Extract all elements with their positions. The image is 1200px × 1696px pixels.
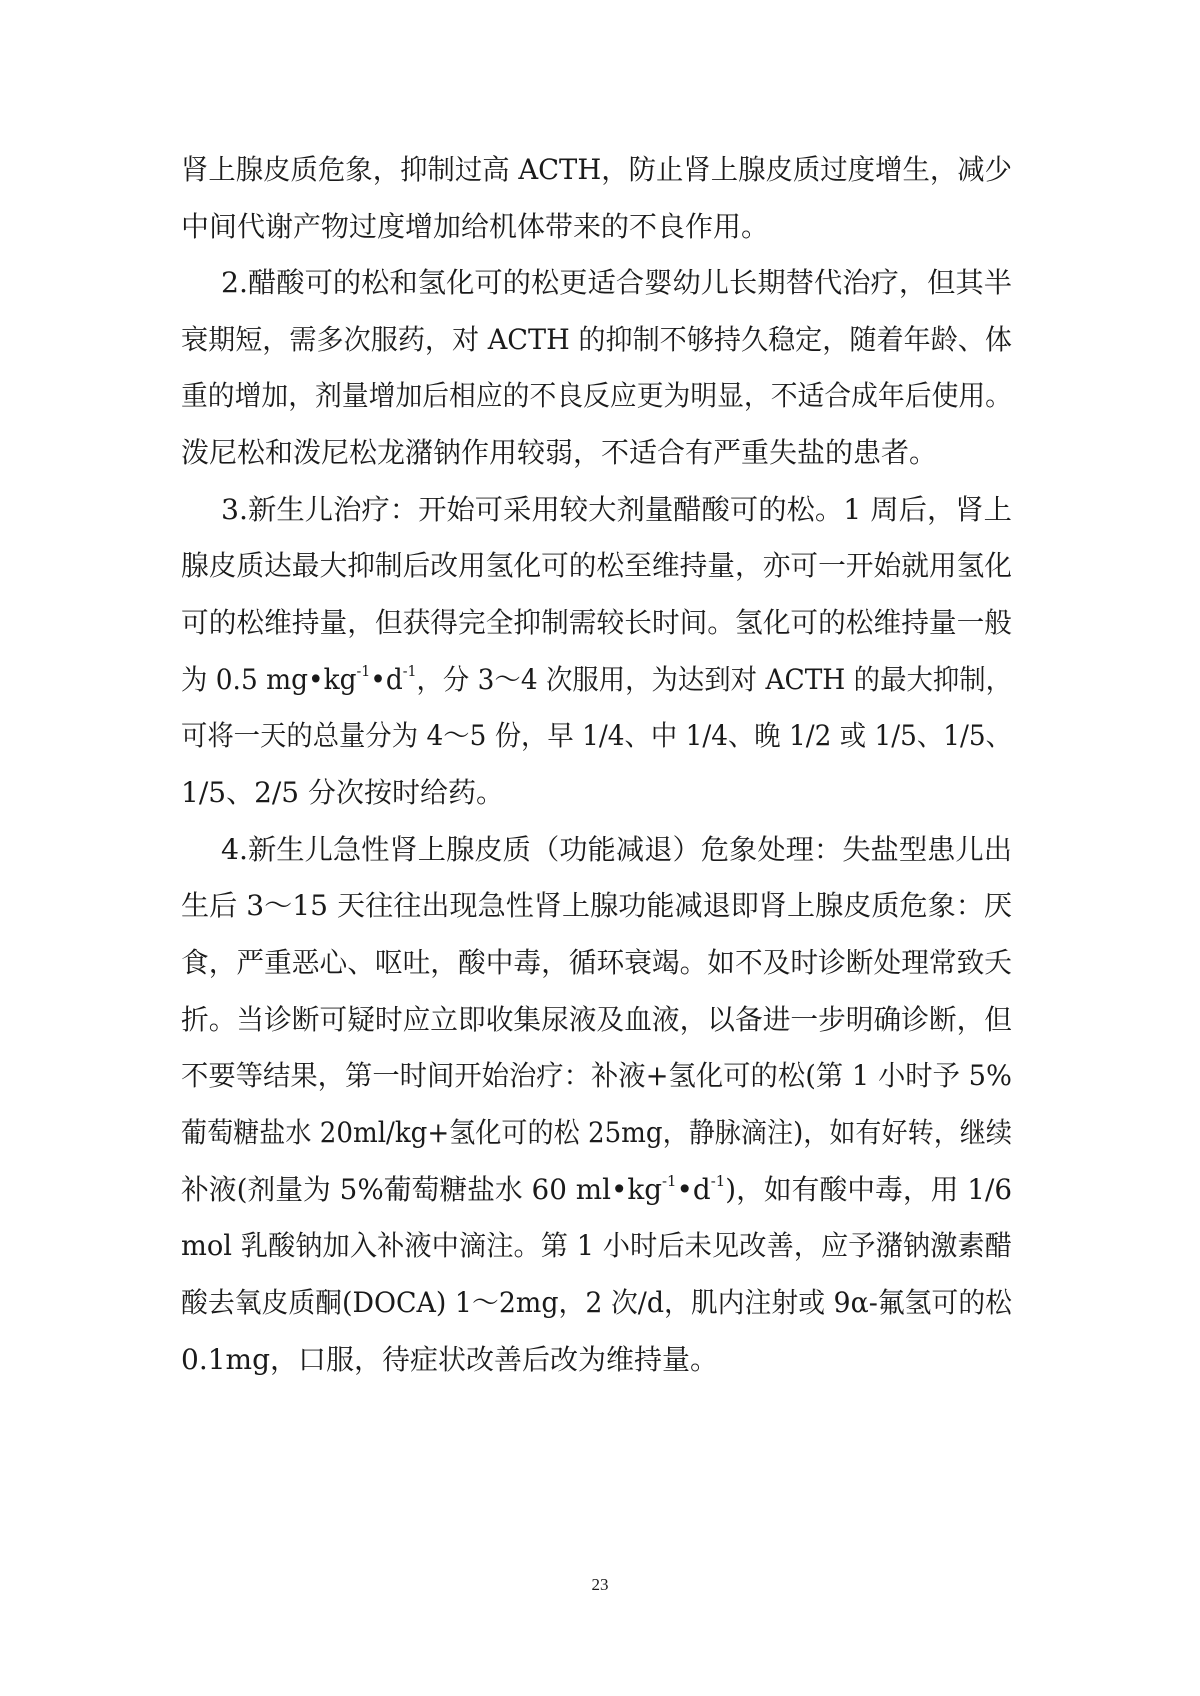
text-line: [181, 1273, 1200, 1333]
line-text: 食，严重恶心、呕吐，酸中毒，循环衰竭。如不及时诊断处理常致夭: [181, 946, 1012, 979]
line-text: mol 乳酸钠加入补液中滴注。第 1 小时后未见改善，应予潴钠激素醋: [181, 1229, 1012, 1262]
superscript: -1: [402, 662, 417, 680]
line-text: 4.新生儿急性肾上腺皮质（功能减退）危象处理：失盐型患儿出: [221, 833, 1012, 866]
text-line: [221, 820, 1200, 880]
text-line: [221, 253, 1200, 313]
line-text: 葡萄糖盐水 20ml/kg+氢化可的松 25mg，静脉滴注)，如有好转，继续: [181, 1116, 1012, 1149]
text-line: [181, 536, 1200, 596]
text-line: [181, 1216, 1200, 1276]
text-line: [181, 876, 1200, 936]
line-text: 生后 3～15 天往往出现急性肾上腺功能减退即肾上腺皮质危象：厌: [181, 889, 1012, 922]
line-text: 不要等结果，第一时间开始治疗：补液+氢化可的松(第 1 小时予 5%: [181, 1059, 1012, 1092]
text-line: [181, 650, 1200, 710]
text-line: [181, 933, 1200, 993]
text-line: [221, 480, 1200, 540]
text-line: [181, 1160, 1200, 1220]
text-line: [181, 310, 1200, 370]
line-text: 0.1mg，口服，待症状改善后改为维持量。: [181, 1343, 719, 1376]
line-text: 1/5、2/5 分次按时给药。: [181, 776, 505, 809]
line-text: 补液(剂量为 5%葡萄糖盐水 60 $ml•kg^{-1}•d^{-1}$)，如有酸中毒，用 1/6: [181, 1172, 1012, 1206]
text-line: [181, 1103, 1200, 1163]
line-text: 可的松维持量，但获得完全抑制需较长时间。氢化可的松维持量一般: [181, 606, 1012, 639]
text-line: [181, 140, 1200, 200]
line-text: 泼尼松和泼尼松龙潴钠作用较弱，不适合有严重失盐的患者。: [181, 436, 938, 469]
superscript: -1: [662, 1172, 677, 1190]
line-text: 3.新生儿治疗：开始可采用较大剂量醋酸可的松。1 周后，肾上: [221, 493, 1012, 526]
superscript: -1: [710, 1172, 726, 1190]
text-line: [181, 423, 1200, 483]
text-line: [181, 1046, 1200, 1106]
text-line: [181, 1330, 1200, 1390]
line-text: 可将一天的总量分为 4～5 份，早 1/4、中 1/4、晚 1/2 或 1/5、1/5、: [181, 719, 1012, 752]
text-line: [181, 593, 1200, 653]
text-line: [181, 990, 1200, 1050]
line-text: 2.醋酸可的松和氢化可的松更适合婴幼儿长期替代治疗，但其半: [221, 266, 1012, 299]
line-text: 重的增加，剂量增加后相应的不良反应更为明显，不适合成年后使用。: [181, 379, 1012, 412]
text-line: [181, 197, 1200, 257]
text-line: [181, 763, 1200, 823]
page-number: 23: [591, 1575, 609, 1594]
line-text: 衰期短，需多次服药，对 ACTH 的抑制不够持久稳定，随着年龄、体: [181, 323, 1012, 356]
text-line: [181, 366, 1200, 426]
line-text: 肾上腺皮质危象，抑制过高 ACTH，防止肾上腺皮质过度增生，减少: [181, 153, 1012, 186]
superscript: -1: [356, 662, 371, 680]
line-text: 折。当诊断可疑时应立即收集尿液及血液，以备进一步明确诊断，但: [181, 1003, 1012, 1036]
line-text: 腺皮质达最大抑制后改用氢化可的松至维持量，亦可一开始就用氢化: [181, 549, 1012, 582]
line-text: 为 0.5 $mg•kg^{-1}•d^{-1}$，分 3～4 次服用，为达到对 ACTH 的最大抑制，: [181, 662, 1013, 696]
line-text: 中间代谢产物过度增加给机体带来的不良作用。: [181, 210, 770, 243]
line-text: 酸去氧皮质酮(DOCA) 1～2mg，2 次/d，肌内注射或 9α-氟氢可的松: [181, 1286, 1012, 1319]
text-line: [181, 706, 1200, 766]
